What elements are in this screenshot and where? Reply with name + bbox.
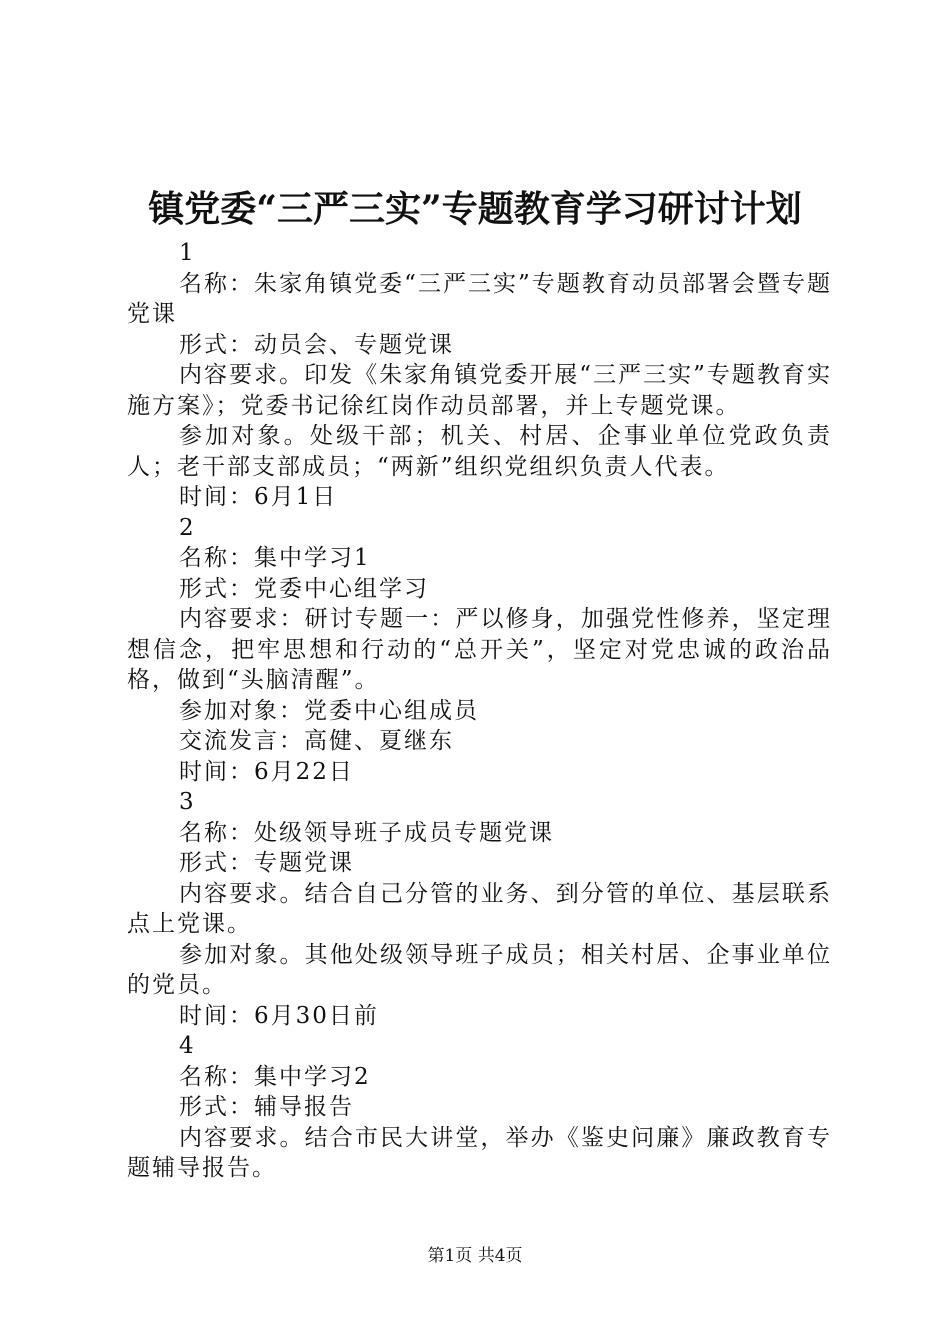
- item-number: 3: [179, 789, 196, 815]
- plan-item-4: [127, 1031, 832, 1184]
- item-number: 4: [179, 1033, 196, 1059]
- document-body: [127, 238, 832, 1184]
- plan-item-1: [127, 238, 832, 513]
- plan-item-2: [127, 513, 832, 788]
- item-content-requirements: 内容要求。结合自己分管的业务、到分管的单位、基层联系点上党课。: [127, 880, 832, 937]
- item-name: 名称：集中学习1: [179, 545, 371, 571]
- item-content-requirements: 内容要求。印发《朱家角镇党委开展“三严三实”专题教育实施方案》；党委书记徐红岗作动员部署，并上专题党课。: [127, 362, 832, 419]
- item-content-requirements: 内容要求。结合市民大讲堂，举办《鉴史问廉》廉政教育专题辅导报告。: [127, 1124, 832, 1181]
- item-name: 名称：朱家角镇党委“三严三实”专题教育动员部署会暨专题党课: [127, 270, 832, 327]
- item-format: 形式：党委中心组学习: [179, 575, 429, 602]
- document-title: 镇党委“三严三实”专题教育学习研讨计划: [148, 188, 802, 230]
- item-name: 名称：处级领导班子成员专题党课: [179, 819, 554, 846]
- item-format: 形式：专题党课: [179, 850, 354, 876]
- item-format: 形式：辅导报告: [179, 1094, 354, 1120]
- item-participants: 参加对象。处级干部；机关、村居、企事业单位党政负责人；老干部支部成员；“两新”组织党组织负责人代表。: [127, 423, 832, 480]
- item-number: 1: [179, 240, 196, 266]
- item-format: 形式：动员会、专题党课: [179, 331, 454, 358]
- item-time: 时间：6月30日前: [179, 1002, 379, 1029]
- item-participants: 参加对象：党委中心组成员: [179, 697, 479, 724]
- item-participants: 参加对象。其他处级领导班子成员；相关村居、企事业单位的党员。: [127, 941, 832, 998]
- page-footer: 第1页 共4页: [427, 1246, 523, 1266]
- item-speakers: 交流发言：高健、夏继东: [179, 728, 454, 754]
- item-number: 2: [179, 514, 196, 541]
- plan-item-3: [127, 787, 832, 1031]
- item-content-requirements: 内容要求：研讨专题一：严以修身，加强党性修养，坚定理想信念，把牢思想和行动的“总开关”，坚定对党忠诚的政治品格，做到“头脑清醒”。: [127, 606, 832, 693]
- item-name: 名称：集中学习2: [179, 1063, 371, 1090]
- item-time: 时间：6月1日: [179, 484, 338, 510]
- item-time: 时间：6月22日: [179, 758, 354, 785]
